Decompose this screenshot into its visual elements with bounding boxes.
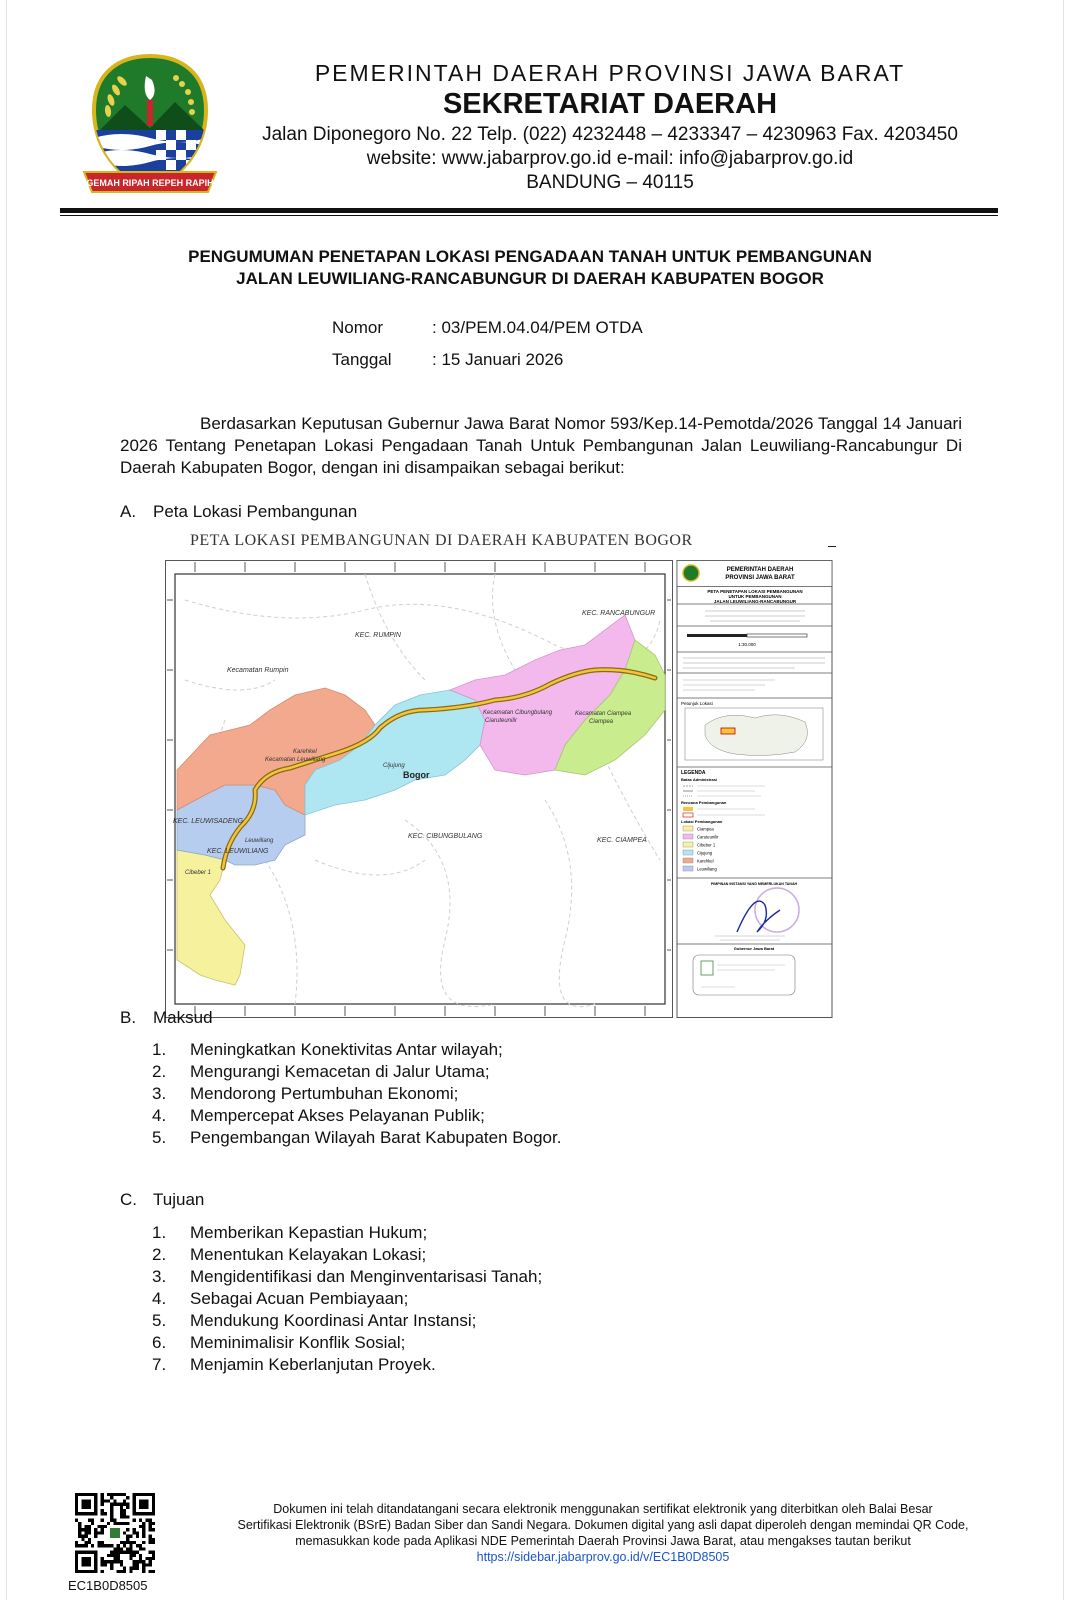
panel-sign-footer: Gubernur Jawa Barat: [733, 946, 775, 951]
tujuan-item-text: Meminimalisir Konflik Sosial;: [190, 1333, 406, 1352]
letterhead-divider-thick: [60, 208, 998, 213]
label-kecamatan-rumpin: Kecamatan Rumpin: [227, 667, 289, 674]
panel-title-1: PETA PENETAPAN LOKASI PEMBANGUNAN: [707, 589, 803, 594]
tujuan-item-number: 1.: [152, 1223, 167, 1242]
section-a-heading: [120, 502, 357, 522]
footer-text-1: Dokumen ini telah ditandatangani secara elektronik menggunakan sertifikat elektronik yang diterbitkan oleh Balai Besar: [273, 1502, 933, 1516]
section-a-title: Peta Lokasi Pembangunan: [153, 502, 358, 521]
letterhead-divider-thin: [60, 215, 998, 216]
intro-paragraph: [120, 413, 962, 479]
section-b-title: Maksud: [153, 1008, 213, 1027]
logo-motto: GEMAH RIPAH REPEH RAPIH: [86, 178, 214, 188]
panel-sign-title: PIMPINAN INSTANSI YANG MEMERLUKAN TANAH: [710, 882, 798, 886]
label-ciaruteunilir: Ciaruteunilir: [485, 718, 518, 724]
label-bogor: Bogor: [403, 770, 430, 780]
label-cibeber: Cibeber 1: [185, 870, 212, 876]
document-title-line2: JALAN LEUWILIANG-RANCABUNGUR DI DAERAH KABUPATEN BOGOR: [236, 269, 824, 288]
tujuan-item: [152, 1266, 542, 1288]
maksud-item-text: Mendorong Pertumbuhan Ekonomi;: [190, 1084, 459, 1103]
legend-swatch: [683, 834, 693, 839]
letterhead-government: PEMERINTAH DAERAH PROVINSI JAWA BARAT: [314, 60, 906, 86]
location-map-svg: [165, 560, 835, 1020]
section-c-letter: C.: [120, 1190, 137, 1209]
legend-label: Leuwiliang: [697, 866, 717, 872]
nomor-label: Nomor: [332, 318, 384, 337]
legend-swatch: [683, 858, 693, 863]
tujuan-item-number: 6.: [152, 1333, 167, 1352]
panel-emblem-icon: [683, 565, 699, 581]
tujuan-item-text: Menentukan Kelayakan Lokasi;: [190, 1245, 427, 1264]
jawa-barat-emblem-logo: [80, 50, 220, 200]
legend-label: Karehkel: [697, 858, 714, 864]
maksud-item-number: 1.: [152, 1040, 167, 1059]
map-dash-mark: [828, 546, 836, 547]
section-c-heading: [120, 1190, 204, 1210]
tujuan-item-text: Menjamin Keberlanjutan Proyek.: [190, 1355, 436, 1374]
label-kec-rumpin: KEC. RUMPIN: [355, 632, 401, 639]
panel-title-2: UNTUK PEMBANGUNAN: [728, 594, 782, 599]
label-kec-cibungbulang: KEC. CIBUNGBULANG: [408, 833, 483, 840]
legend-swatch: [683, 866, 693, 871]
tujuan-item-number: 7.: [152, 1355, 167, 1374]
label-kecamatan-leuwiliang: Kecamatan Leuwiliang: [265, 757, 326, 763]
tujuan-item-text: Mengidentifikasi dan Menginventarisasi Tanah;: [190, 1267, 543, 1286]
tujuan-item: [152, 1332, 542, 1354]
tujuan-item: [152, 1244, 542, 1266]
label-ciampea: Ciampea: [589, 719, 614, 725]
tujuan-item: [152, 1222, 542, 1244]
letterhead-address: Jalan Diponegoro No. 22 Telp. (022) 4232448 – 4233347 – 4230963 Fax. 4203450: [262, 124, 958, 145]
panel-header-2: PROVINSI JAWA BARAT: [725, 575, 795, 581]
label-kec-leuwiliang: KEC. LEUWILIANG: [207, 848, 269, 855]
panel-title-3: JALAN LEUWILIANG-RANCABUNGUR: [713, 599, 797, 604]
panel-header-1: PEMERINTAH DAERAH: [726, 567, 794, 573]
maksud-item: [152, 1061, 561, 1083]
maksud-list: [152, 1039, 561, 1149]
label-kecamatan-cibungbulang: Kecamatan Cibungbulang: [483, 710, 553, 716]
tujuan-item-text: Mendukung Koordinasi Antar Instansi;: [190, 1311, 477, 1330]
label-cijujung: Cijujung: [383, 763, 405, 769]
footer-text-2: Sertifikasi Elektronik (BSrE) Badan Siber dan Sandi Negara. Dokumen digital yang asli dapat diperoleh dengan memindai QR Code,: [237, 1518, 969, 1532]
section-b-heading: [120, 1008, 213, 1028]
maksud-item: [152, 1105, 561, 1127]
letterhead-office: SEKRETARIAT DAERAH: [442, 88, 778, 120]
maksud-item-text: Pengembangan Wilayah Barat Kabupaten Bogor.: [190, 1128, 562, 1147]
label-kec-rancabungur: KEC. RANCABUNGUR: [582, 610, 656, 617]
maksud-item: [152, 1127, 561, 1149]
location-map: [165, 560, 835, 1020]
label-kec-ciampea: KEC. CIAMPEA: [597, 837, 647, 844]
panel-legend-plan: Rencana Pembangunan: [681, 800, 727, 805]
tujuan-item-number: 2.: [152, 1245, 167, 1264]
letterhead-contact: website: www.jabarprov.go.id e-mail: info@jabarprov.go.id: [366, 148, 854, 169]
tujuan-item-number: 4.: [152, 1289, 167, 1308]
tujuan-item: [152, 1288, 542, 1310]
letterhead-city: BANDUNG – 40115: [526, 172, 694, 193]
maksud-item-text: Meningkatkan Konektivitas Antar wilayah;: [190, 1040, 503, 1059]
tujuan-list: [152, 1222, 542, 1376]
maksud-item-text: Mengurangi Kemacetan di Jalur Utama;: [190, 1062, 490, 1081]
legend-swatch: [683, 842, 693, 847]
maksud-item: [152, 1083, 561, 1105]
maksud-item-number: 2.: [152, 1062, 167, 1081]
tujuan-item: [152, 1310, 542, 1332]
document-title-line1: PENGUMUMAN PENETAPAN LOKASI PENGADAAN TANAH UNTUK PEMBANGUNAN: [188, 247, 872, 266]
label-kec-leuwisadeng: KEC. LEUWISADENG: [173, 818, 244, 825]
maksud-item-number: 4.: [152, 1106, 167, 1125]
document-code: EC1B0D8505: [68, 1578, 148, 1593]
tujuan-item-text: Sebagai Acuan Pembiayaan;: [190, 1289, 409, 1308]
tanggal-label: Tanggal: [332, 350, 392, 369]
nomor-value: : 03/PEM.04.04/PEM OTDA: [432, 318, 643, 337]
tujuan-item-number: 5.: [152, 1311, 167, 1330]
map-title: PETA LOKASI PEMBANGUNAN DI DAERAH KABUPATEN BOGOR: [190, 532, 693, 549]
qr-code-icon[interactable]: [75, 1493, 155, 1573]
tujuan-item-text: Memberikan Kepastian Hukum;: [190, 1223, 428, 1242]
tujuan-item: [152, 1354, 542, 1376]
label-leuwiliang: Leuwiliang: [245, 838, 274, 844]
tujuan-item-number: 3.: [152, 1267, 167, 1286]
legend-swatch: [683, 826, 693, 831]
panel-legend-loc: Lokasi Pembangunan: [681, 819, 723, 824]
legend-label: Cibeber 1: [697, 842, 716, 848]
maksud-item: [152, 1039, 561, 1061]
maksud-item-number: 3.: [152, 1084, 167, 1103]
panel-bsre-icon: [701, 961, 713, 975]
legend-swatch: [683, 850, 693, 855]
verification-link[interactable]: https://sidebar.jabarprov.go.id/v/EC1B0D8505: [476, 1550, 730, 1564]
section-b-letter: B.: [120, 1008, 137, 1027]
section-a-letter: A.: [120, 502, 137, 521]
label-karehkel: Karehkel: [293, 749, 317, 755]
intro-text: Berdasarkan Keputusan Gubernur Jawa Barat Nomor 593/Kep.14-Pemotda/2026 Tanggal 14 Januari 2026 Tentang Penetapan Lokasi Pengadaan Tanah Untuk Pembangunan Jalan Leuwiliang-Rancabungur Di Daerah Kabupaten Bogor, dengan ini disampaikan sebagai berikut:: [120, 414, 962, 477]
maksud-item-number: 5.: [152, 1128, 167, 1147]
tanggal-value: : 15 Januari 2026: [432, 350, 564, 369]
legend-label: Cijujung: [697, 850, 713, 856]
panel-legend-admin: Batas Administrasi: [681, 777, 718, 782]
maksud-item-text: Mempercepat Akses Pelayanan Publik;: [190, 1106, 485, 1125]
legend-label: Caruteunilir: [697, 834, 719, 840]
label-kecamatan-ciampea: Kecamatan Ciampea: [575, 711, 632, 717]
panel-scale: 1:30.000: [738, 642, 756, 647]
panel-legend-title: LEGENDA: [681, 770, 706, 776]
legend-label: Ciampea: [697, 826, 714, 832]
section-c-title: Tujuan: [153, 1190, 205, 1209]
panel-index-label: Petunjuk Lokasi: [681, 701, 713, 706]
footer-text-3: memasukkan kode pada Aplikasi NDE Pemerintah Daerah Provinsi Jawa Barat, atau mengakses tautan berikut: [295, 1534, 911, 1548]
footer-notice: [188, 1501, 1018, 1565]
